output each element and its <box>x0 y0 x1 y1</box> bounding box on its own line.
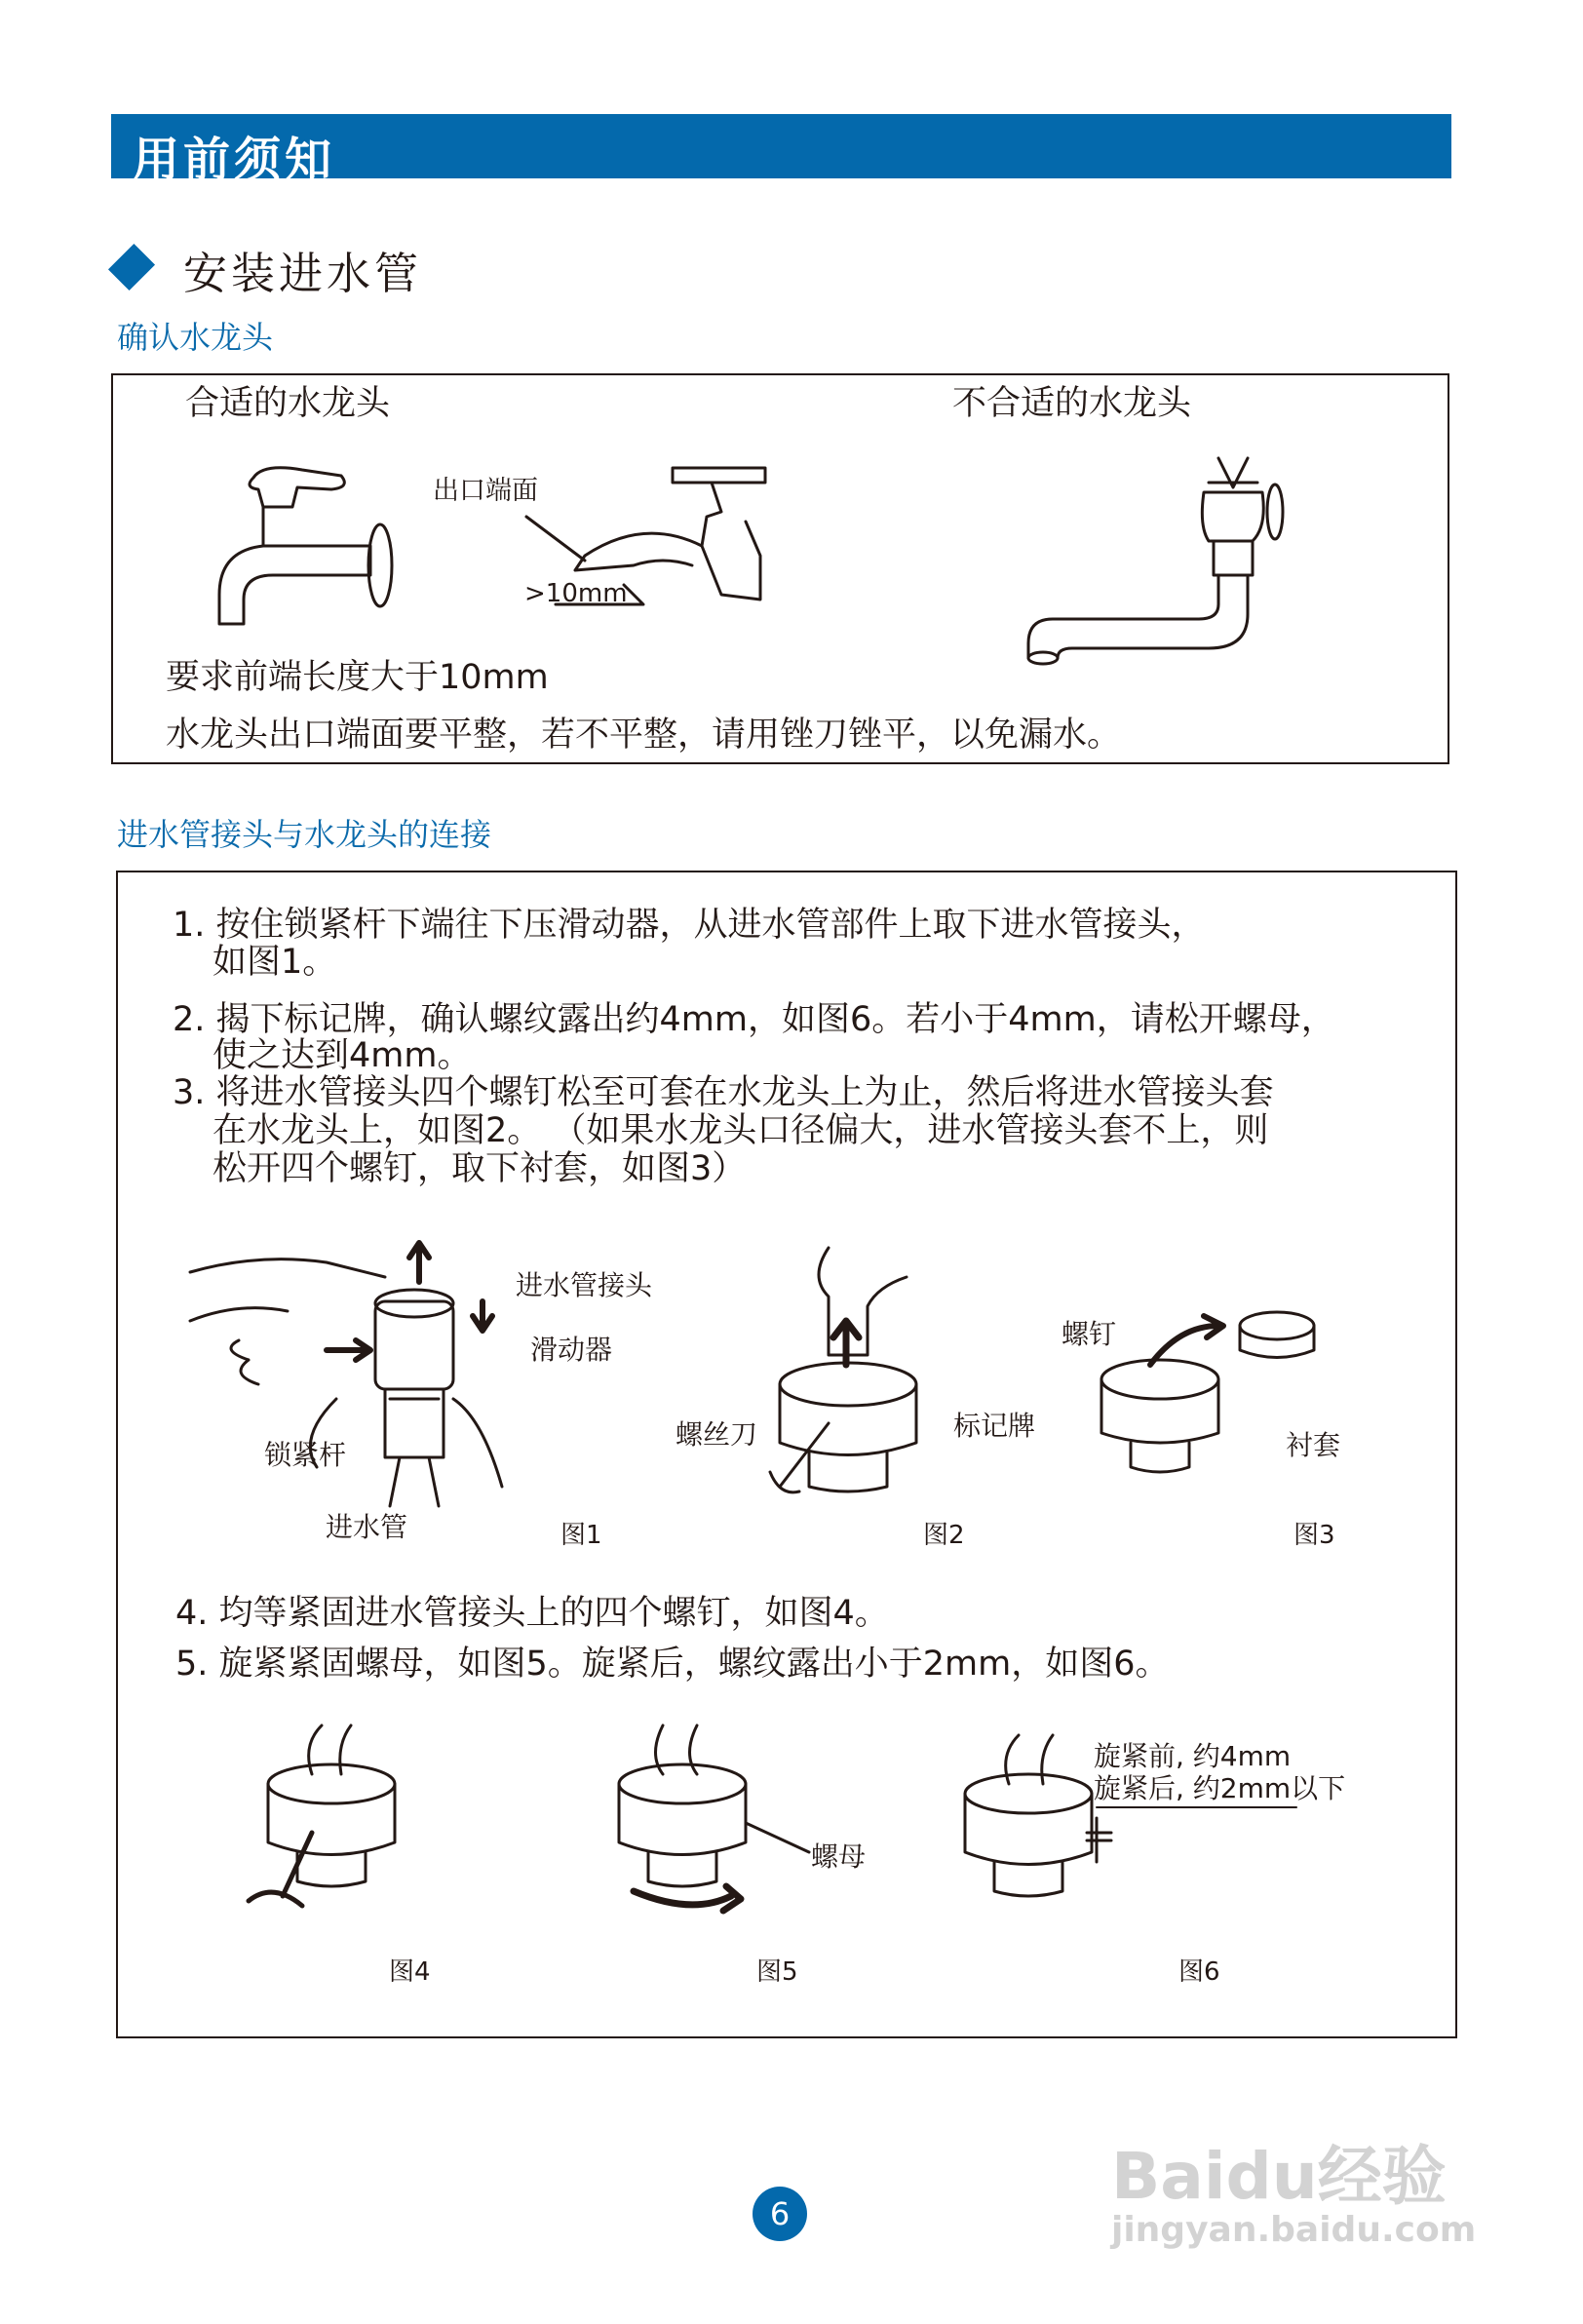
diamond-bullet-icon <box>108 244 155 290</box>
label-bushing: 衬套 <box>1286 1429 1341 1461</box>
figure-1-illustration <box>180 1243 531 1516</box>
figure-4-illustration <box>244 1725 419 1920</box>
outlet-label: 出口端面 <box>433 476 538 506</box>
page-number: 6 <box>753 2187 807 2241</box>
faucet-note-2: 水龙头出口端面要平整，若不平整，请用锉刀锉平，以免漏水。 <box>166 716 1122 755</box>
watermark-url: jingyan.baidu.com <box>1111 2210 1477 2250</box>
section-title: 安装进水管 <box>183 248 423 299</box>
figure-6-caption: 图6 <box>1178 1957 1220 1987</box>
figure-2-illustration <box>760 1248 936 1521</box>
baidu-watermark <box>1111 2067 1476 2251</box>
figure-6-illustration <box>950 1735 1116 1920</box>
page-title: 用前须知 <box>133 133 336 187</box>
subtitle-faucet: 确认水龙头 <box>117 319 274 356</box>
header-bar <box>111 114 1451 187</box>
step-3-line-1: 3. 将进水管接头四个螺钉松至可套在水龙头上为止，然后将进水管接头套 <box>173 1073 1274 1112</box>
step-1-line-1: 1. 按住锁紧杆下端往下压滑动器，从进水管部件上取下进水管接头， <box>173 906 1206 945</box>
step-3-line-2: 在水龙头上，如图2。 （如果水龙头口径偏大，进水管接头套不上，则 <box>212 1111 1269 1150</box>
label-tag: 标记牌 <box>953 1410 1036 1442</box>
figure-4-caption: 图4 <box>389 1957 431 1987</box>
step-5: 5. 旋紧紧固螺母，如图5。旋紧后，螺纹露出小于2mm，如图6。 <box>175 1645 1170 1684</box>
bad-faucet-label: 不合适的水龙头 <box>952 384 1192 423</box>
label-hose: 进水管 <box>326 1511 408 1543</box>
label-screw: 螺钉 <box>1062 1318 1117 1350</box>
good-faucet-1-illustration <box>205 458 400 634</box>
step-1-line-2: 如图1。 <box>212 943 337 982</box>
watermark-brand: Baidu经验 <box>1111 2139 1447 2214</box>
step-2-line-2: 使之达到4mm。 <box>212 1036 472 1075</box>
good-faucet-2-illustration <box>526 458 780 614</box>
label-screwdriver: 螺丝刀 <box>676 1418 758 1451</box>
label-connector: 进水管接头 <box>516 1269 653 1301</box>
figure-5-illustration <box>604 1725 799 1920</box>
good-faucet-label: 合适的水龙头 <box>185 384 391 423</box>
bad-faucet-illustration <box>1014 448 1296 673</box>
subtitle-connection: 进水管接头与水龙头的连接 <box>117 816 492 853</box>
length-label: >10mm <box>524 579 628 608</box>
figure-2-caption: 图2 <box>923 1521 965 1550</box>
label-after-tighten: 旋紧后, 约2mm以下 <box>1094 1772 1346 1804</box>
step-3-line-3: 松开四个螺钉，取下衬套，如图3） <box>212 1149 747 1188</box>
faucet-note-1: 要求前端长度大于10mm <box>166 658 549 697</box>
figure-1-caption: 图1 <box>560 1521 602 1550</box>
step-4: 4. 均等紧固进水管接头上的四个螺钉，如图4。 <box>175 1594 889 1633</box>
step-2-line-1: 2. 揭下标记牌，确认螺纹露出约4mm，如图6。若小于4mm，请松开螺母， <box>173 1000 1335 1039</box>
label-lock-lever: 锁紧杆 <box>264 1439 347 1471</box>
label-nut: 螺母 <box>811 1840 867 1873</box>
figure-3-caption: 图3 <box>1293 1521 1335 1550</box>
label-before-tighten: 旋紧前, 约4mm <box>1094 1740 1292 1772</box>
figure-6-leader-line <box>1097 1805 1301 1810</box>
label-slider: 滑动器 <box>530 1334 613 1366</box>
figure-5-caption: 图5 <box>756 1957 798 1987</box>
